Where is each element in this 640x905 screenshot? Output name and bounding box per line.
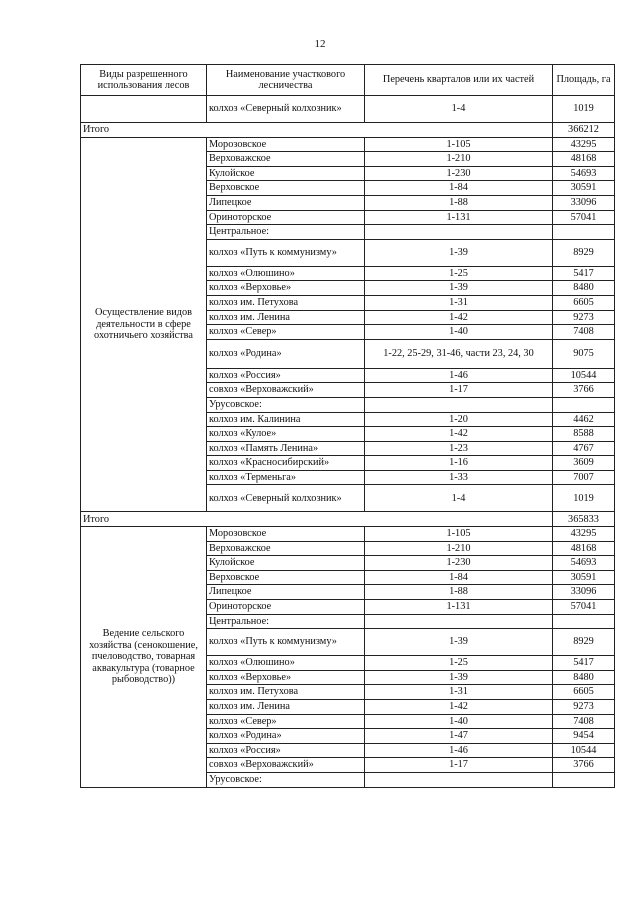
area-cell: 4462 [553, 412, 615, 427]
area-cell: 30591 [553, 570, 615, 585]
district-cell: Верховажское [207, 152, 365, 167]
quarters-cell: 1-25 [365, 656, 553, 671]
header-district: Наименование участкового лесничества [207, 65, 365, 96]
quarters-cell: 1-46 [365, 743, 553, 758]
district-cell: колхоз «Россия» [207, 743, 365, 758]
area-cell: 9075 [553, 339, 615, 368]
quarters-cell [365, 614, 553, 629]
total-label: Итого [81, 123, 553, 138]
area-cell: 48168 [553, 152, 615, 167]
total-value: 365833 [553, 512, 615, 527]
district-cell: Центральное: [207, 614, 365, 629]
area-cell: 33096 [553, 195, 615, 210]
district-cell: колхоз «Северный колхозник» [207, 485, 365, 512]
district-cell: Ориноторское [207, 600, 365, 615]
district-cell: колхоз «Родина» [207, 729, 365, 744]
area-cell: 5417 [553, 266, 615, 281]
district-cell: колхоз «Память Ленина» [207, 441, 365, 456]
area-cell: 8588 [553, 427, 615, 442]
quarters-cell: 1-23 [365, 441, 553, 456]
quarters-cell: 1-31 [365, 685, 553, 700]
quarters-cell: 1-20 [365, 412, 553, 427]
quarters-cell [365, 225, 553, 240]
table-body [81, 96, 615, 788]
area-cell: 7408 [553, 325, 615, 340]
district-cell: Верховажское [207, 541, 365, 556]
area-cell: 57041 [553, 210, 615, 225]
quarters-cell: 1-42 [365, 700, 553, 715]
area-cell: 9454 [553, 729, 615, 744]
district-cell: колхоз им. Калинина [207, 412, 365, 427]
district-cell: колхоз «Верховье» [207, 670, 365, 685]
use-type-cell [81, 96, 207, 123]
area-cell: 4767 [553, 441, 615, 456]
district-cell: Кулойское [207, 166, 365, 181]
area-cell: 7408 [553, 714, 615, 729]
area-cell: 3766 [553, 758, 615, 773]
quarters-cell: 1-4 [365, 96, 553, 123]
district-cell: Урусовское: [207, 397, 365, 412]
area-cell: 10544 [553, 368, 615, 383]
area-cell: 9273 [553, 310, 615, 325]
quarters-cell: 1-230 [365, 556, 553, 571]
quarters-cell: 1-88 [365, 585, 553, 600]
area-cell: 30591 [553, 181, 615, 196]
district-cell: Липецкое [207, 585, 365, 600]
total-label: Итого [81, 512, 553, 527]
area-cell [553, 397, 615, 412]
area-cell: 7007 [553, 470, 615, 485]
area-cell: 8480 [553, 281, 615, 296]
district-cell: Ориноторское [207, 210, 365, 225]
quarters-cell: 1-47 [365, 729, 553, 744]
district-cell: колхоз «Терменьга» [207, 470, 365, 485]
area-cell: 3609 [553, 456, 615, 471]
table-row [81, 137, 615, 152]
area-cell: 6605 [553, 295, 615, 310]
district-cell: Урусовское: [207, 772, 365, 787]
area-cell [553, 225, 615, 240]
total-value: 366212 [553, 123, 615, 138]
total-row [81, 123, 615, 138]
area-cell: 8929 [553, 239, 615, 266]
district-cell: колхоз «Красносибирский» [207, 456, 365, 471]
quarters-cell: 1-22, 25-29, 31-46, части 23, 24, 30 [365, 339, 553, 368]
forest-use-table [80, 64, 615, 788]
district-cell: колхоз им. Петухова [207, 295, 365, 310]
area-cell: 5417 [553, 656, 615, 671]
district-cell: Морозовское [207, 137, 365, 152]
district-cell: колхоз им. Ленина [207, 700, 365, 715]
quarters-cell: 1-39 [365, 239, 553, 266]
quarters-cell: 1-39 [365, 281, 553, 296]
quarters-cell: 1-31 [365, 295, 553, 310]
use-type-cell: Осуществление видов деятельности в сфере охотничьего хозяйства [81, 137, 207, 512]
quarters-cell: 1-210 [365, 541, 553, 556]
district-cell: Центральное: [207, 225, 365, 240]
quarters-cell: 1-25 [365, 266, 553, 281]
district-cell: Верховское [207, 570, 365, 585]
quarters-cell: 1-40 [365, 325, 553, 340]
district-cell: совхоз «Верховажский» [207, 383, 365, 398]
area-cell: 6605 [553, 685, 615, 700]
table-row [81, 527, 615, 542]
area-cell [553, 614, 615, 629]
area-cell: 8929 [553, 629, 615, 656]
area-cell: 9273 [553, 700, 615, 715]
district-cell: колхоз «Россия» [207, 368, 365, 383]
area-cell: 43295 [553, 137, 615, 152]
header-row [81, 65, 615, 96]
area-cell: 3766 [553, 383, 615, 398]
district-cell: колхоз «Кулое» [207, 427, 365, 442]
area-cell: 54693 [553, 556, 615, 571]
district-cell: колхоз «Север» [207, 325, 365, 340]
district-cell: колхоз «Верховье» [207, 281, 365, 296]
district-cell: колхоз «Олюшино» [207, 266, 365, 281]
quarters-cell: 1-46 [365, 368, 553, 383]
total-row [81, 512, 615, 527]
district-cell: совхоз «Верховажский» [207, 758, 365, 773]
area-cell: 1019 [553, 485, 615, 512]
quarters-cell: 1-84 [365, 181, 553, 196]
quarters-cell [365, 772, 553, 787]
quarters-cell: 1-84 [365, 570, 553, 585]
area-cell: 10544 [553, 743, 615, 758]
area-cell: 33096 [553, 585, 615, 600]
district-cell: Верховское [207, 181, 365, 196]
area-cell: 54693 [553, 166, 615, 181]
quarters-cell: 1-42 [365, 310, 553, 325]
district-cell: колхоз «Путь к коммунизму» [207, 239, 365, 266]
district-cell: колхоз им. Ленина [207, 310, 365, 325]
area-cell: 48168 [553, 541, 615, 556]
district-cell: колхоз «Родина» [207, 339, 365, 368]
area-cell: 1019 [553, 96, 615, 123]
use-type-cell: Ведение сельского хозяйства (сенокошение, пчеловодство, товарная аквакультура (товарное рыбоводство)) [81, 527, 207, 788]
quarters-cell: 1-39 [365, 670, 553, 685]
district-cell: колхоз им. Петухова [207, 685, 365, 700]
quarters-cell: 1-230 [365, 166, 553, 181]
quarters-cell: 1-105 [365, 137, 553, 152]
table-row [81, 96, 615, 123]
area-cell: 8480 [553, 670, 615, 685]
quarters-cell: 1-4 [365, 485, 553, 512]
district-cell: колхоз «Олюшино» [207, 656, 365, 671]
district-cell: Липецкое [207, 195, 365, 210]
header-quarters: Перечень кварталов или их частей [365, 65, 553, 96]
page-number: 12 [314, 38, 326, 50]
quarters-cell: 1-131 [365, 600, 553, 615]
quarters-cell: 1-105 [365, 527, 553, 542]
quarters-cell: 1-17 [365, 383, 553, 398]
district-cell: колхоз «Путь к коммунизму» [207, 629, 365, 656]
quarters-cell: 1-42 [365, 427, 553, 442]
district-cell: колхоз «Северный колхозник» [207, 96, 365, 123]
quarters-cell [365, 397, 553, 412]
quarters-cell: 1-210 [365, 152, 553, 167]
quarters-cell: 1-33 [365, 470, 553, 485]
district-cell: Кулойское [207, 556, 365, 571]
quarters-cell: 1-88 [365, 195, 553, 210]
area-cell: 57041 [553, 600, 615, 615]
quarters-cell: 1-40 [365, 714, 553, 729]
header-use-type: Виды разрешенного использования лесов [81, 65, 207, 96]
district-cell: колхоз «Север» [207, 714, 365, 729]
quarters-cell: 1-17 [365, 758, 553, 773]
district-cell: Морозовское [207, 527, 365, 542]
area-cell: 43295 [553, 527, 615, 542]
quarters-cell: 1-131 [365, 210, 553, 225]
quarters-cell: 1-39 [365, 629, 553, 656]
header-area: Площадь, га [553, 65, 615, 96]
area-cell [553, 772, 615, 787]
quarters-cell: 1-16 [365, 456, 553, 471]
